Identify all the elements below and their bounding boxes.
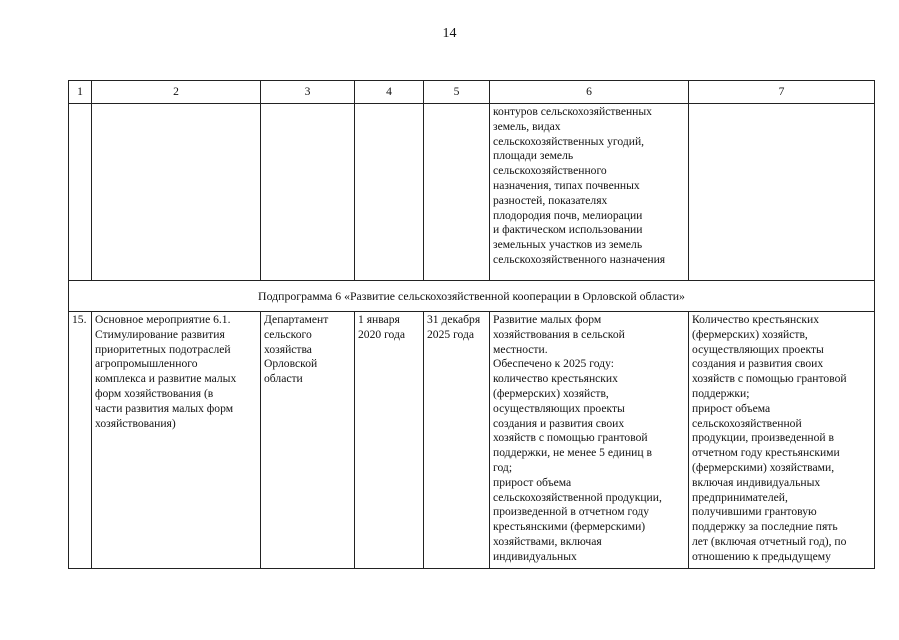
empty-cell [424, 104, 490, 281]
column-header: 3 [261, 81, 355, 104]
activity-cell [92, 312, 261, 569]
row-number: 15. [69, 312, 92, 569]
program-table [68, 80, 875, 569]
activity-text: Основное мероприятие 6.1. Стимулирование развития приоритетных подотраслей агропромышленного комплекса и развитие малых форм хозяйствования (в части развития малых форм хозяйствования) [95, 313, 237, 430]
column-header: 2 [92, 81, 261, 104]
indicators-text: Количество крестьянских (фермерских) хозяйств, осуществляющих проекты создания и развития своих хозяйств с помощью грантовой поддержки; прирост объема сельскохозяйственной продукции, произведенной в отчетном году крестьянскими (фермерскими) хозяйствами, включая индивидуальных предпринимателей, получившими грантовую поддержку за последние пять лет (включая отчетный год), по отношению к предыдущему [692, 313, 847, 563]
column-header: 1 [69, 81, 92, 104]
result-cell [490, 104, 689, 281]
empty-cell [355, 104, 424, 281]
start-date-cell [355, 312, 424, 569]
end-date-cell [424, 312, 490, 569]
table-row [69, 312, 875, 569]
result-cell [490, 312, 689, 569]
empty-cell [69, 104, 92, 281]
column-header: 4 [355, 81, 424, 104]
start-date-text: 1 января 2020 года [358, 313, 406, 341]
page-number: 14 [442, 26, 457, 41]
column-header: 5 [424, 81, 490, 104]
result-text: контуров сельскохозяйственных земель, видах сельскохозяйственных угодий, площади земель сельскохозяйственного назначения, типах почвенных разностей, показателях плодородия почв, мелиорации и фактическом использовании земельных участков из земель сельскохозяйственного назначения [493, 105, 666, 266]
column-header: 6 [490, 81, 689, 104]
table-header-row [69, 81, 875, 104]
empty-cell [261, 104, 355, 281]
end-date-text: 31 декабря 2025 года [427, 313, 481, 341]
column-header: 7 [689, 81, 875, 104]
empty-cell [689, 104, 875, 281]
indicators-cell [689, 312, 875, 569]
executor-text: Департамент сельского хозяйства Орловской области [264, 313, 329, 386]
executor-cell [261, 312, 355, 569]
empty-cell [92, 104, 261, 281]
subprogram-title: Подпрограмма 6 «Развитие сельскохозяйственной кооперации в Орловской области» [69, 281, 875, 312]
subprogram-row [69, 281, 875, 312]
continuation-row [69, 104, 875, 281]
result-text: Развитие малых форм хозяйствования в сельской местности. Обеспечено к 2025 году: количество крестьянских (фермерских) хозяйств, осуществляющих проекты создания и развития своих хозяйств с помощью грантовой поддержки, не менее 5 единиц в год; прирост объема сельскохозяйственной продукции, произведенной в отчетном году крестьянскими (фермерскими) хозяйствами, включая индивидуальных [493, 313, 662, 563]
